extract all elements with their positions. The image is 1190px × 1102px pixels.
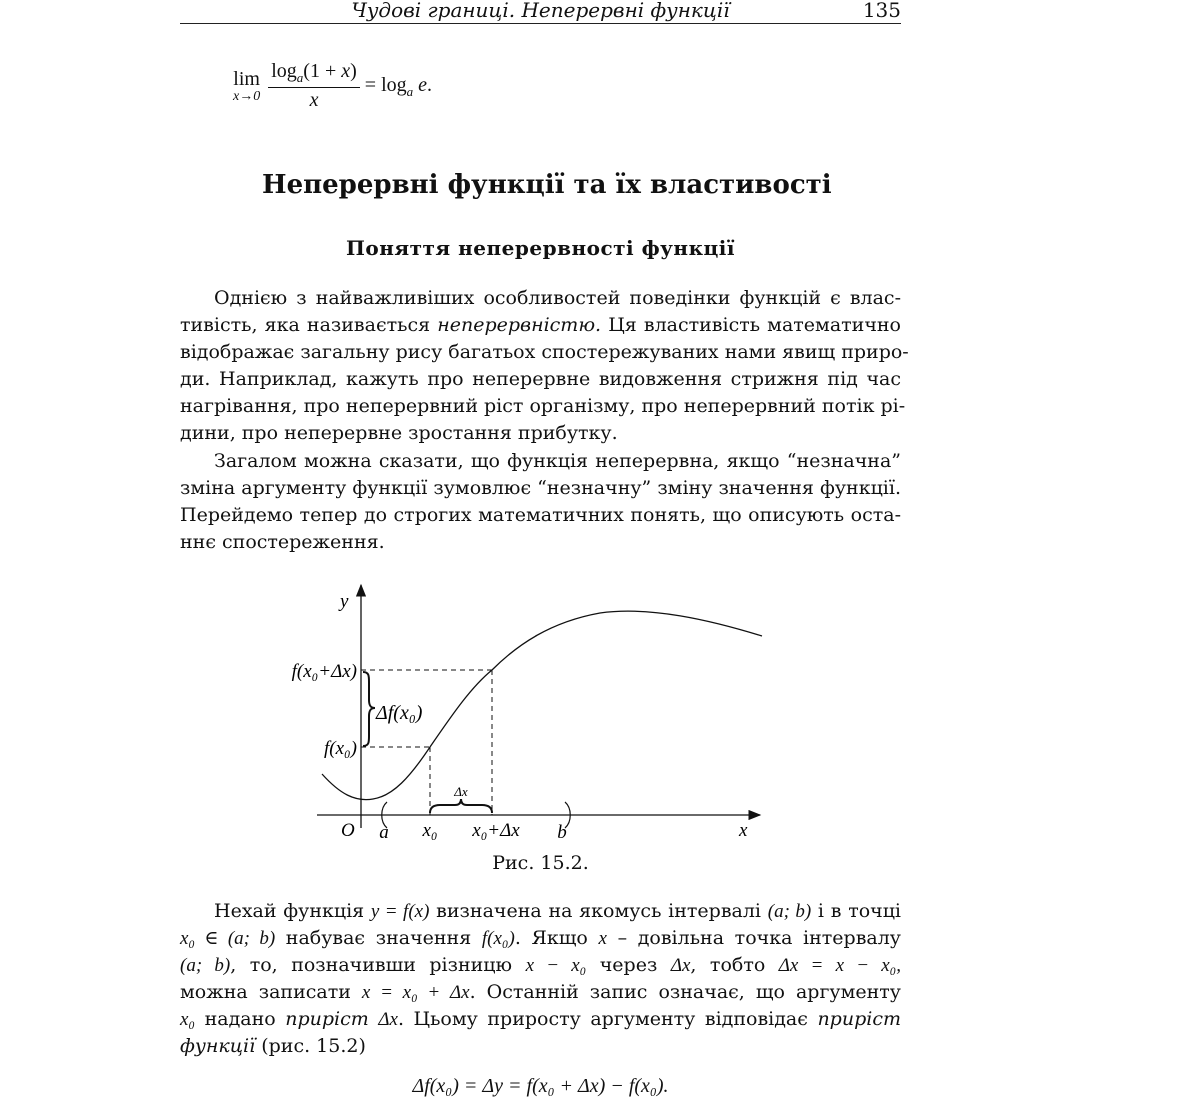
text-line: ннє спостереження. [180, 531, 385, 553]
increment-formula: Δf(x₀) = Δy = f(x₀ + Δx) − f(x₀). [412, 1075, 669, 1097]
delta-x-brace [430, 799, 492, 813]
limit-formula [233, 60, 432, 112]
origin-label: O [341, 820, 355, 841]
x-axis-label: x [739, 820, 748, 841]
limit-rhs: = $\log_a e$. [364, 73, 433, 99]
page-number: 135 [862, 0, 901, 22]
figure-caption: Рис. 15.2. [492, 852, 589, 874]
x0-dx-label: x₀+Δx [472, 820, 520, 841]
paragraph-2 [180, 448, 901, 556]
section-title: Неперервні функції та їх властивості [262, 170, 832, 200]
limit-subscript: x→0 [233, 88, 261, 104]
emphasis: приріст [285, 1008, 369, 1030]
paragraph-1 [180, 285, 909, 447]
function-increment-diagram [255, 580, 775, 845]
delta-f-brace [363, 672, 375, 746]
text-line: Перейдемо тепер до строгих математичних понять, що описують оста- [180, 504, 901, 526]
text-line: Однією з найважливіших особливостей поведінки функцій є влас- [214, 287, 901, 309]
text-line: Нехай функція y = f(x) визначена на якомусь інтервалі (a; b) і в точці [214, 900, 902, 922]
text-line: можна записати x = x₀ + Δx. Останній запис означає, що аргументу [180, 981, 901, 1003]
text-line: (a; b), то, позначивши різницю x − x₀ через Δx, тобто Δx = x − x₀, [180, 954, 902, 976]
subsection-title: Поняття неперервності функції [346, 236, 735, 260]
text-line: функції (рис. 15.2) [180, 1035, 366, 1057]
running-title: Чудові границі. Неперервні функції [351, 0, 730, 22]
paragraph-3 [180, 898, 901, 1060]
figure-15-2 [255, 580, 775, 849]
y-axis-label: y [340, 591, 349, 612]
delta-x-label: Δx [454, 784, 468, 799]
text-line: нагрівання, про неперервний ріст організму, про неперервний потік рі- [180, 395, 906, 417]
text-line: відображає загальну рису багатьох спостережуваних нами явищ приро- [180, 341, 909, 363]
text-line: тивість, яка називається неперервністю. Ця властивість математично [180, 314, 901, 336]
emphasis: неперервністю. [437, 314, 602, 336]
emphasis: приріст [817, 1008, 901, 1030]
f-x0-label: f(x₀) [324, 738, 357, 759]
b-label: b [557, 822, 567, 843]
text-line: x₀ надано приріст Δx. Цьому приросту аргументу відповідає приріст [180, 1008, 901, 1030]
limit-operator: lim x→0 [233, 67, 261, 104]
text-line: дини, про неперервне зростання прибутку. [180, 422, 618, 444]
fraction-numerator: $\log_a(1 + x)$ [268, 60, 360, 88]
f-x0-dx-label: f(x₀+Δx) [291, 661, 357, 682]
header-rule [180, 23, 901, 24]
text-line: Загалом можна сказати, що функція неперервна, якщо “незначна” [214, 450, 901, 472]
limit-fraction [268, 60, 360, 112]
text-line: зміна аргументу функції зумовлює “незначну” зміну значення функції. [180, 477, 901, 499]
text-line: ди. Наприклад, кажуть про неперервне видовження стрижня під час [180, 368, 901, 390]
fraction-denominator: x [309, 89, 319, 111]
x0-label: x₀ [422, 820, 438, 841]
emphasis: функції [180, 1035, 256, 1057]
a-label: a [379, 822, 389, 843]
delta-f-label: Δf(x₀) [376, 702, 423, 724]
text-line: x₀ ∈ (a; b) набуває значення f(x₀). Якщо x – довільна точка інтервалу [180, 927, 901, 949]
